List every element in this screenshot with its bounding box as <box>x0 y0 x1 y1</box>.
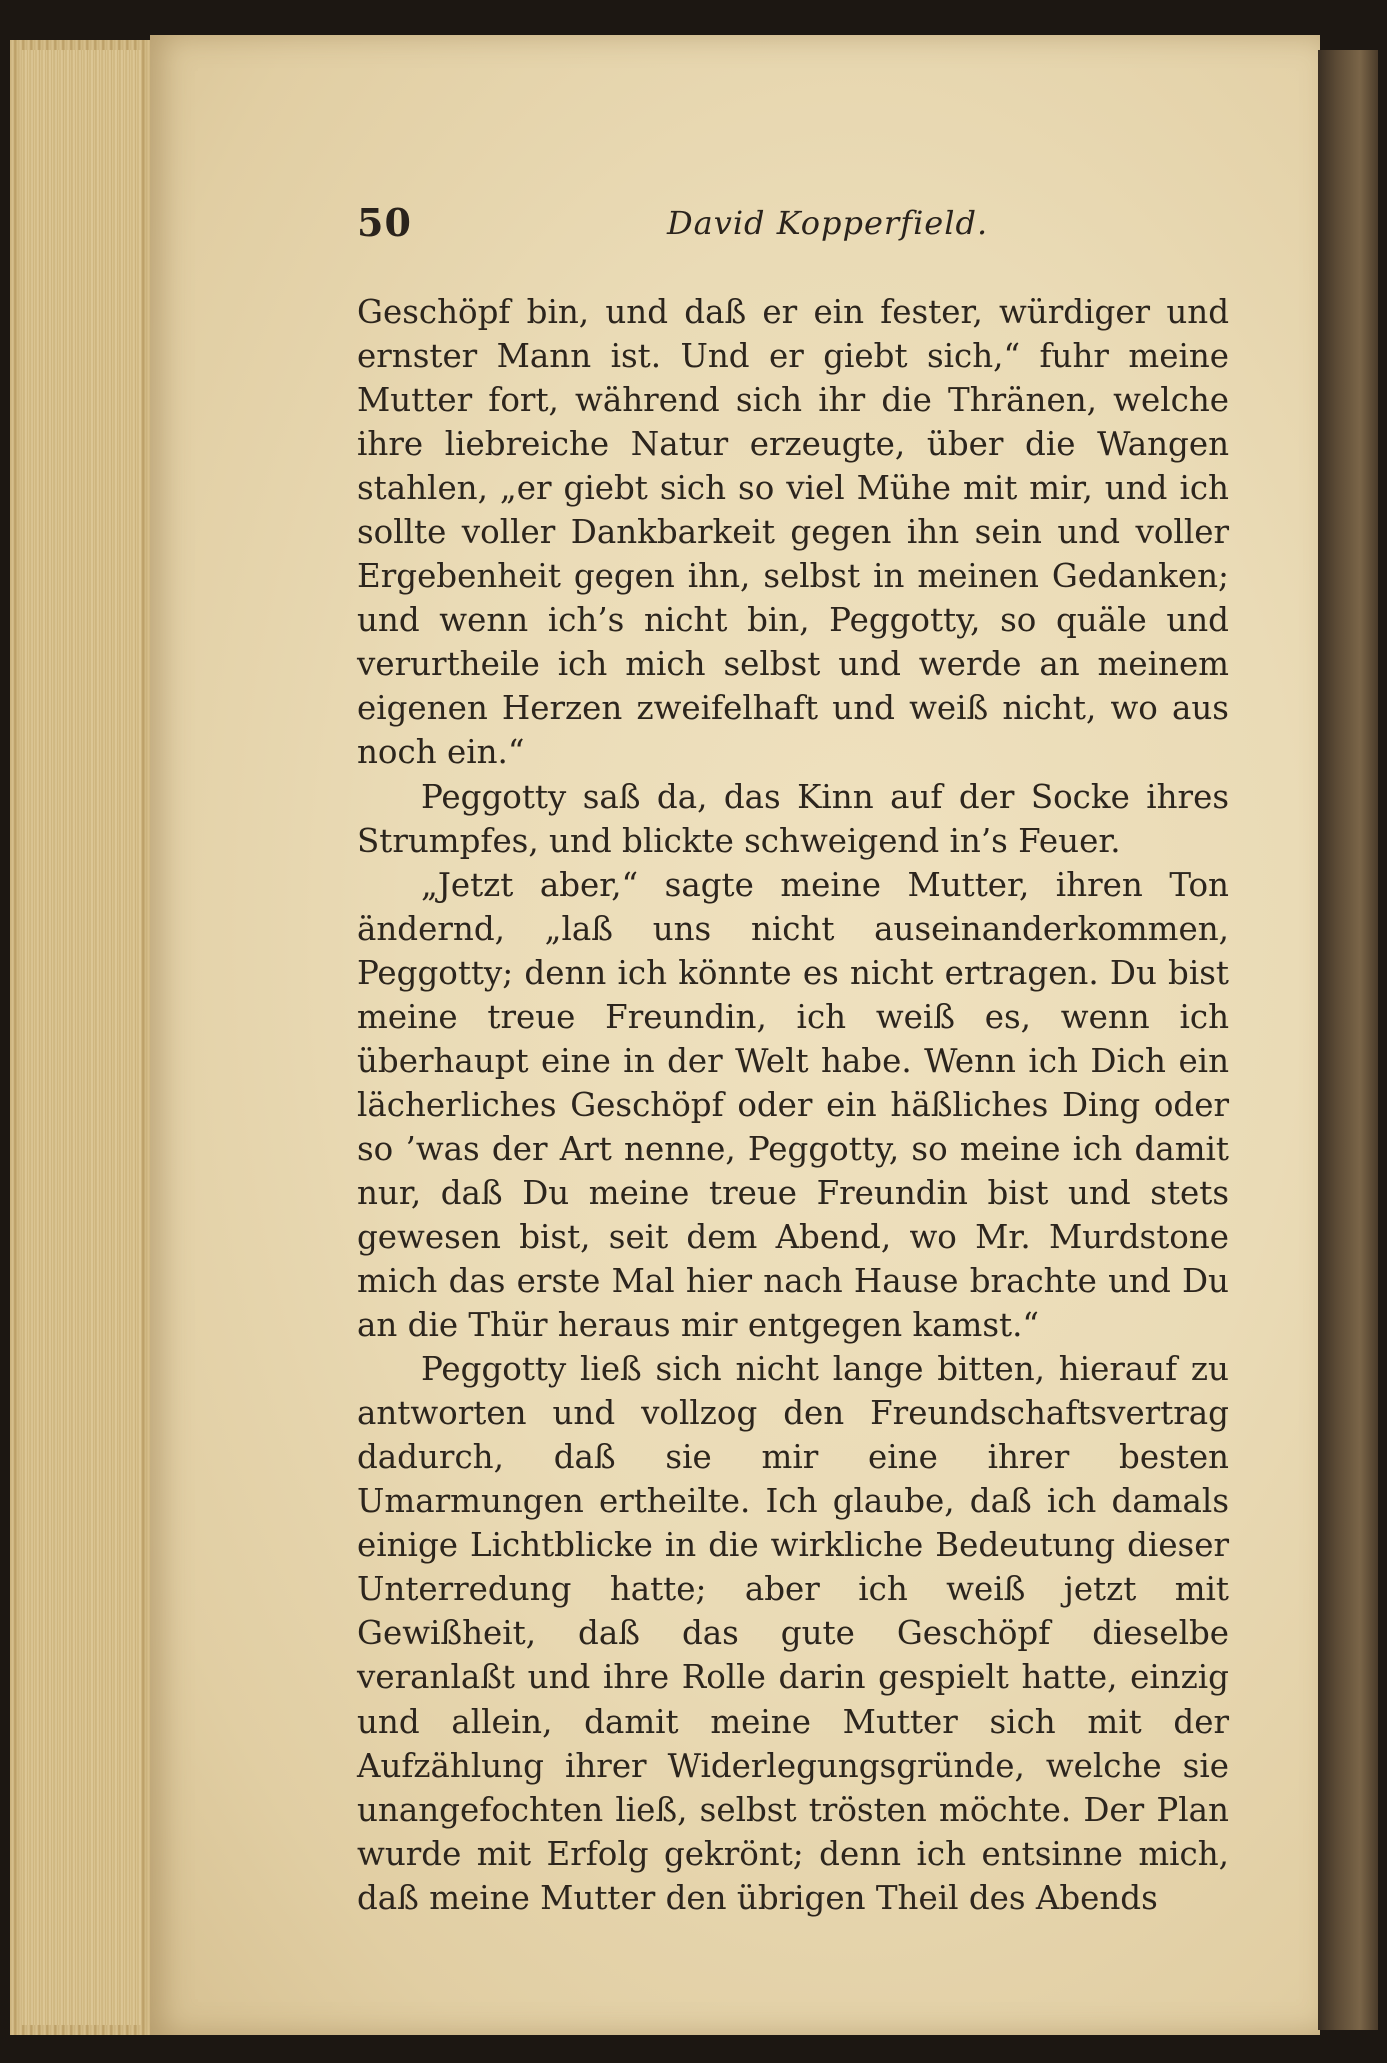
body-text <box>357 290 1229 1920</box>
paragraph-1: Geschöpf bin, und daß er ein fester, würdiger und ernster Mann ist. Und er giebt sich,“ fuhr meine Mutter fort, während sich ihr die Thränen, welche ihre liebreiche Natur erzeugte, über die Wangen stahlen, „er giebt sich so viel Mühe mit mir, und ich sollte voller Dankbarkeit gegen ihn sein und voller Ergebenheit gegen ihn, selbst in meinen Gedanken; und wenn ich’s nicht bin, Peggotty, so quäle und verurtheile ich mich selbst und werde an meinem eigenen Herzen zweifelhaft und weiß nicht, wo aus noch ein.“ <box>357 293 1229 772</box>
paragraph-2: Peggotty saß da, das Kinn auf der Socke ihres Strumpfes, und blickte schweigend in’s Feuer. <box>357 777 1229 860</box>
running-title: David Kopperfield. <box>667 204 989 242</box>
page-number: 50 <box>357 200 412 245</box>
page-edges-inner <box>22 50 142 2025</box>
running-head <box>357 200 1237 260</box>
paragraph-4: Peggotty ließ sich nicht lange bitten, hierauf zu antworten und vollzog den Freundschaftsvertrag dadurch, daß sie mir eine ihrer besten Umarmungen ertheilte. Ich glaube, daß ich damals einige Lichtblicke in die wirkliche Bedeutung dieser Unterredung hatte; aber ich weiß jetzt mit Gewißheit, daß das gute Geschöpf dieselbe veranlaßt und ihre Rolle darin gespielt hatte, einzig und allein, damit meine Mutter sich mit der Aufzählung ihrer Widerlegungsgründe, welche sie unangefochten ließ, selbst trösten möchte. Der Plan wurde mit Erfolg gekrönt; denn ich entsinne mich, daß meine Mutter den übrigen Theil des Abends <box>357 1350 1229 1917</box>
binding-edge <box>1318 50 1378 2030</box>
paragraph-3: „Jetzt aber,“ sagte meine Mutter, ihren Ton ändernd, „laß uns nicht auseinanderkommen, Peggotty; denn ich könnte es nicht ertragen. Du bist meine treue Freundin, ich weiß es, wenn ich überhaupt eine in der Welt habe. Wenn ich Dich ein lächerliches Geschöpf oder ein häßliches Ding oder so ’was der Art nenne, Peggotty, so meine ich damit nur, daß Du meine treue Freundin bist und stets gewesen bist, seit dem Abend, wo Mr. Murdstone mich das erste Mal hier nach Hause brachte und Du an die Thür heraus mir entgegen kamst.“ <box>357 865 1229 1345</box>
page-edges-stack <box>10 40 157 2035</box>
